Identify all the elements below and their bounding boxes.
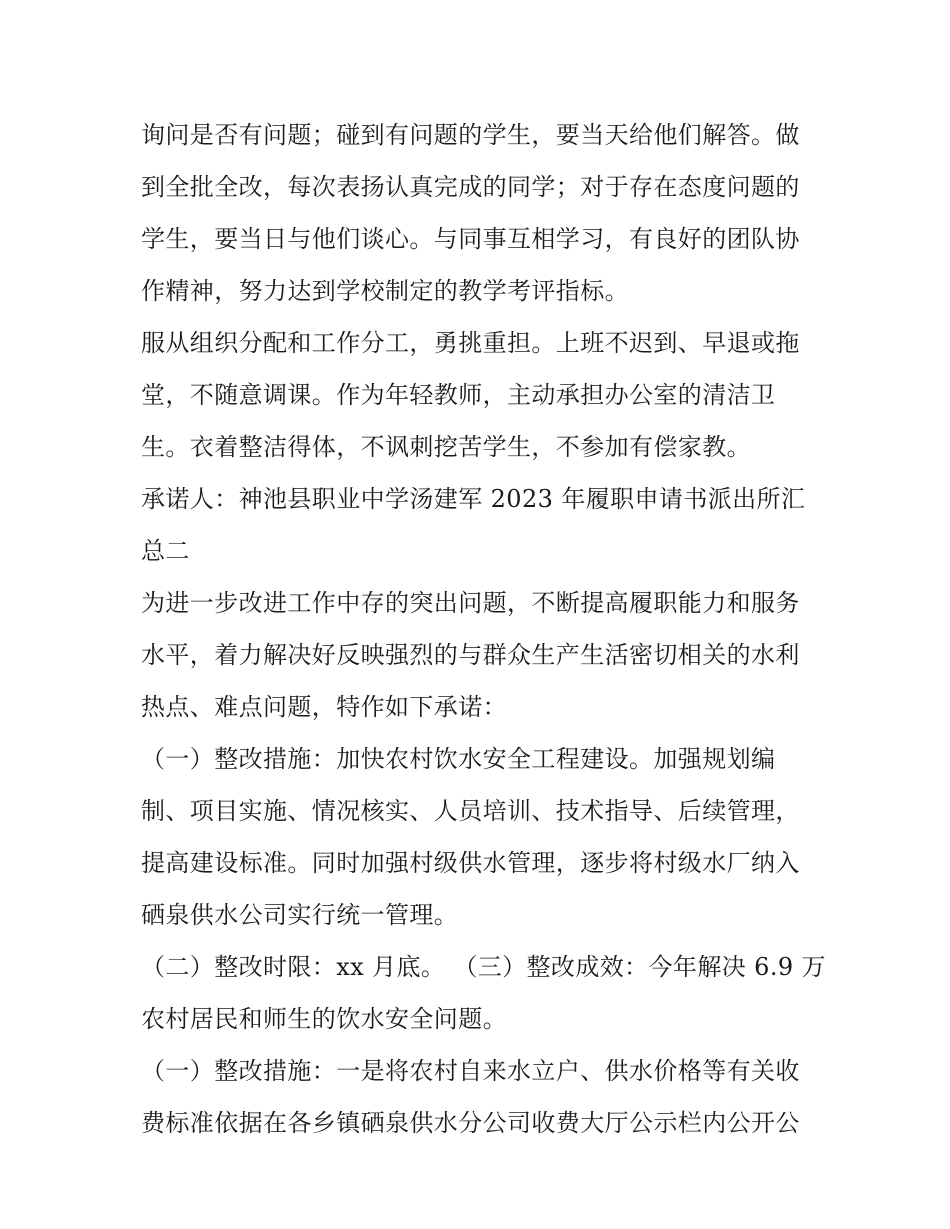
text-line: 农村居民和师生的饮水安全问题。	[141, 1005, 507, 1033]
text-line: 堂，不随意调课。作为年轻教师，主动承担办公室的清洁卫	[141, 381, 776, 409]
text-line: 费标准依据在各乡镇硒泉供水分公司收费大厅公示栏内公开公	[141, 1109, 800, 1137]
text-line: （一）整改措施：一是将农村自来水立户、供水价格等有关收	[141, 1057, 800, 1085]
text-line: 服从组织分配和工作分工，勇挑重担。上班不迟到、早退或拖	[141, 329, 800, 357]
text-line: 到全批全改，每次表扬认真完成的同学；对于存在态度问题的	[141, 173, 800, 201]
text-line: 提高建设标准。同时加强村级供水管理，逐步将村级水厂纳入	[141, 849, 800, 877]
text-line: 为进一步改进工作中存的突出问题，不断提高履职能力和服务	[141, 589, 800, 617]
text-line: 制、项目实施、情况核实、人员培训、技术指导、后续管理，	[141, 797, 800, 825]
text-line: 作精神，努力达到学校制定的教学考评指标。	[141, 277, 629, 305]
text-line: 承诺人：神池县职业中学汤建军 2023 年履职申请书派出所汇	[141, 485, 806, 513]
text-line: 学生，要当日与他们谈心。与同事互相学习，有良好的团队协	[141, 225, 800, 253]
text-line: 总二	[141, 537, 190, 565]
text-line: 硒泉供水公司实行统一管理。	[141, 901, 459, 929]
text-line: 热点、难点问题，特作如下承诺：	[141, 693, 507, 721]
text-line: （二）整改时限：xx 月底。 （三）整改成效：今年解决 6.9 万	[141, 953, 826, 981]
document-body	[141, 109, 826, 1149]
text-line: （一）整改措施：加快农村饮水安全工程建设。加强规划编	[141, 745, 776, 773]
text-line: 生。衣着整洁得体，不讽刺挖苦学生，不参加有偿家教。	[141, 433, 751, 461]
text-line: 询问是否有问题；碰到有问题的学生，要当天给他们解答。做	[141, 121, 800, 149]
text-line: 水平，着力解决好反映强烈的与群众生产生活密切相关的水利	[141, 641, 800, 669]
